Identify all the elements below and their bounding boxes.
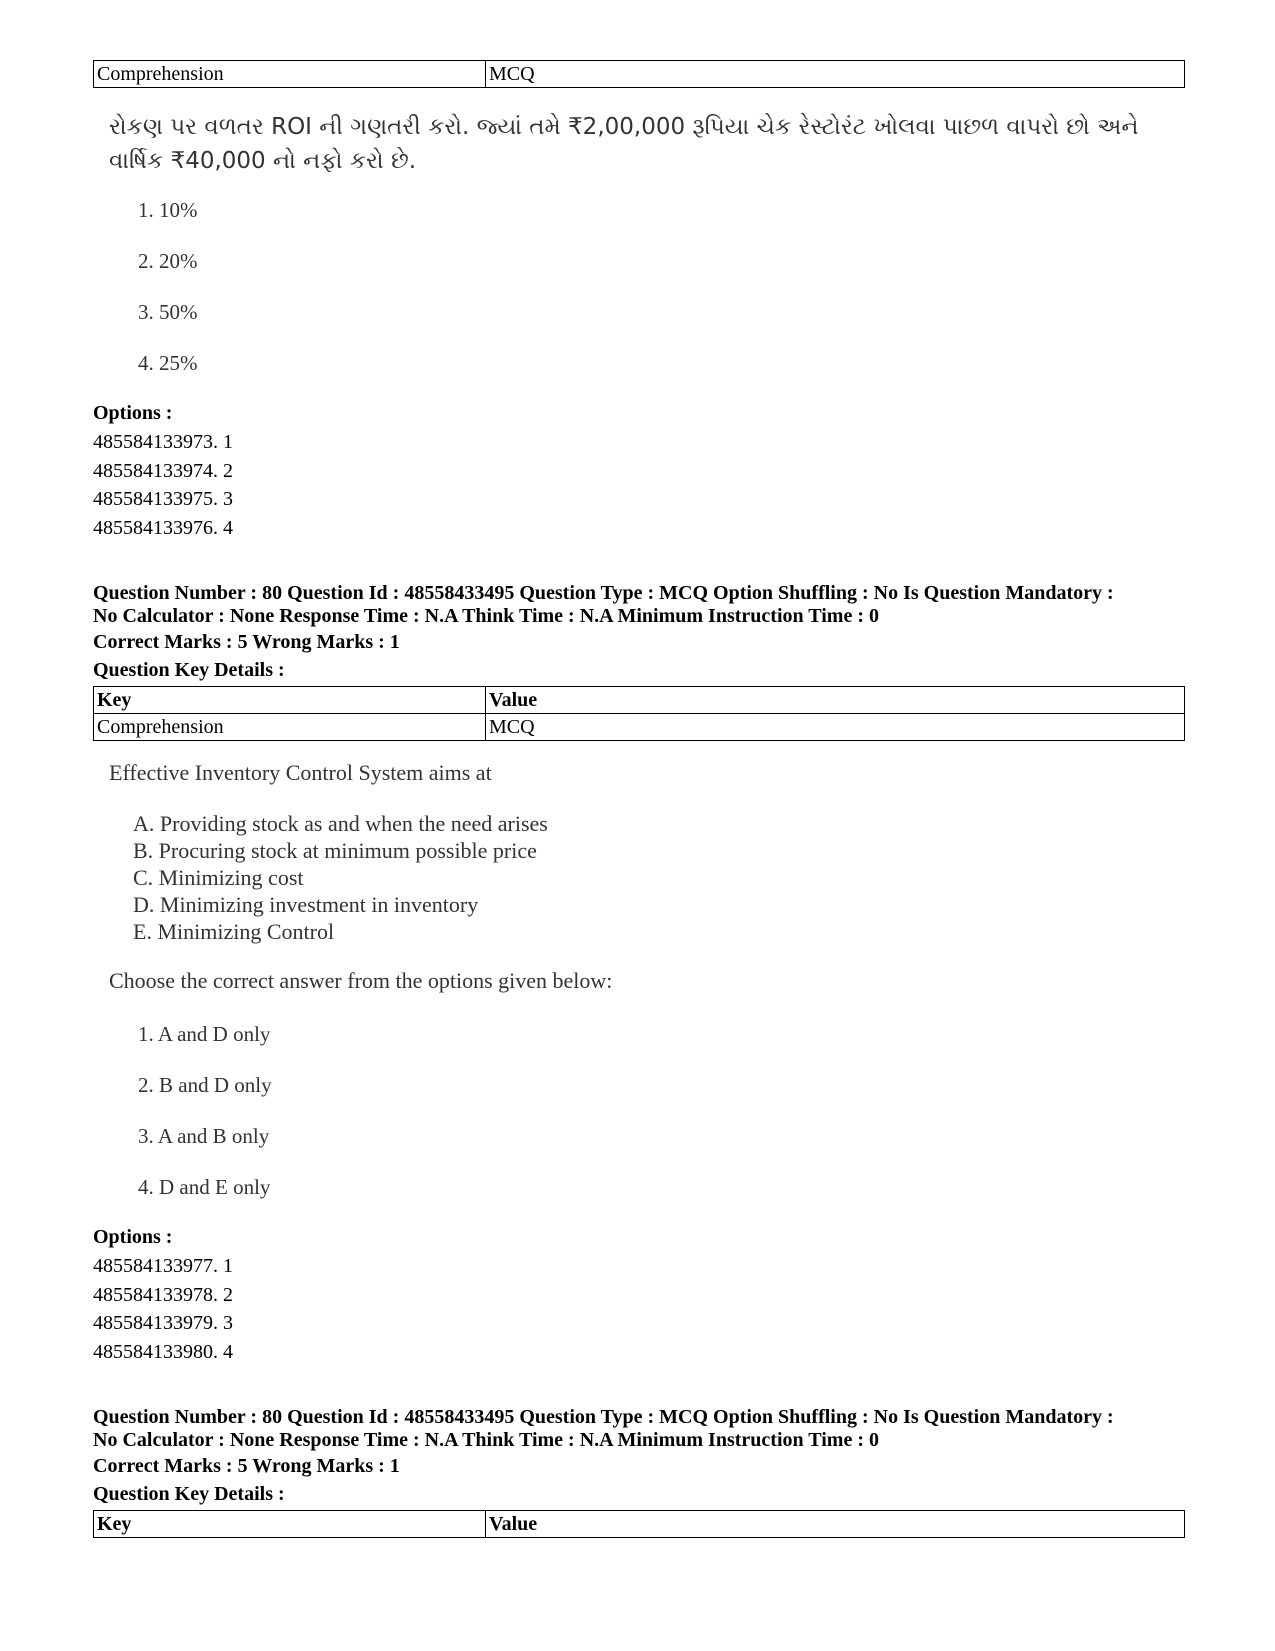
list-item: B. Procuring stock at minimum possible price [133,838,537,863]
meta-line: Question Number : 80 Question Id : 48558433495 Question Type : MCQ Option Shuffling : No Is Question Mandatory : [93,582,1114,604]
table-cell: Comprehension [94,61,486,88]
table-header-cell: Key [94,687,486,714]
table-cell: MCQ [486,714,1185,741]
table-header-cell: Value [486,1511,1185,1538]
meta-line: No Calculator : None Response Time : N.A Think Time : N.A Minimum Instruction Time : 0 [93,605,879,627]
answer-choice: 4. D and E only [138,1175,271,1199]
table-row [94,714,1185,741]
list-item: 485584133979. 3 [93,1312,233,1334]
answer-choice: 4. 25% [138,351,198,375]
list-item: 485584133973. 1 [93,431,233,453]
answer-choice: 2. 20% [138,249,198,273]
answer-choice: 2. B and D only [138,1073,272,1097]
answer-choice: 3. 50% [138,300,198,324]
question-stem: Effective Inventory Control System aims at [109,760,492,785]
list-item: 485584133976. 4 [93,516,233,539]
list-item: D. Minimizing investment in inventory [133,892,479,917]
table-cell: MCQ [486,61,1185,88]
key-details-label: Question Key Details : [93,659,285,681]
table-row [94,61,1185,88]
question-line: રોકણ પર વળતર ROI ની ગણતરી કરો. જ્યાં તમે ₹2,00,000 રૂપિયા ચેક રેસ્ટોરંટ ખોલવા પાછળ વાપરો છો અને [109,114,1139,140]
options-list [93,1252,233,1366]
question-key-table [93,686,1185,741]
list-item: 485584133974. 2 [93,459,233,482]
instruction-text: Choose the correct answer from the options given below: [109,968,613,993]
question-key-table [93,1510,1185,1538]
table-header-row [94,1511,1185,1538]
options-label: Options : [93,1226,173,1248]
answer-choice: 3. A and B only [138,1124,270,1148]
list-item: 485584133980. 4 [93,1340,233,1363]
marks-line: Correct Marks : 5 Wrong Marks : 1 [93,1455,400,1477]
question-meta [93,582,1193,628]
list-item: 485584133975. 3 [93,488,233,510]
table-cell: Comprehension [94,714,486,741]
list-item: A. Providing stock as and when the need arises [133,811,548,836]
answer-choice: 1. 10% [138,198,198,222]
meta-line: No Calculator : None Response Time : N.A Think Time : N.A Minimum Instruction Time : 0 [93,1429,879,1451]
question-line: વાર્ષિક ₹40,000 નો નફો કરો છે. [109,148,417,174]
table-header-cell: Value [486,687,1185,714]
answer-choice: 1. A and D only [138,1022,271,1046]
statement-list [133,810,548,945]
question-key-table [93,60,1185,88]
key-details-label: Question Key Details : [93,1483,285,1505]
table-header-row [94,687,1185,714]
meta-line: Question Number : 80 Question Id : 48558433495 Question Type : MCQ Option Shuffling : No Is Question Mandatory : [93,1406,1114,1428]
table-header-cell: Key [94,1511,486,1538]
list-item: 485584133978. 2 [93,1283,233,1306]
options-list [93,428,233,542]
options-label: Options : [93,402,173,424]
list-item: 485584133977. 1 [93,1255,233,1277]
list-item: E. Minimizing Control [133,919,335,944]
marks-line: Correct Marks : 5 Wrong Marks : 1 [93,631,400,653]
question-text [109,110,1179,178]
list-item: C. Minimizing cost [133,865,304,890]
question-meta [93,1406,1193,1452]
